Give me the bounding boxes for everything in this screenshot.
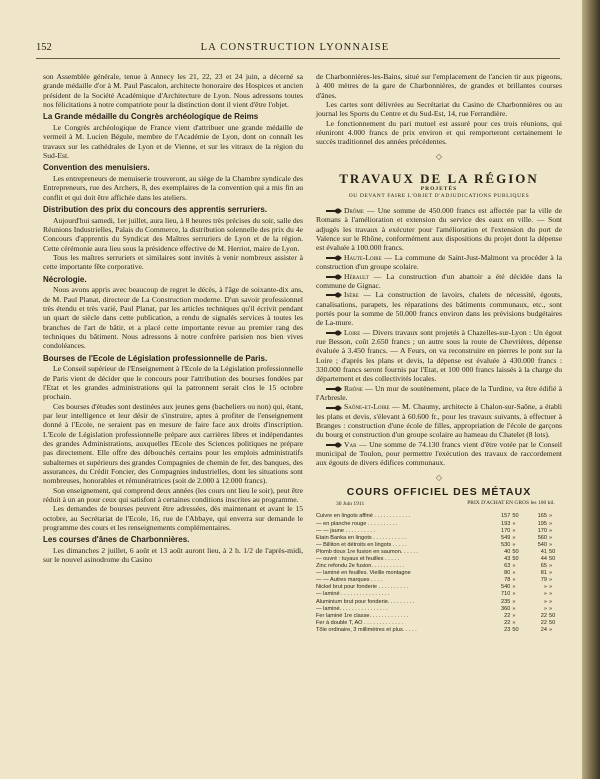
metal-name: Cuivre en lingots affiné . . . . . . . . . . . . [316, 513, 411, 520]
metal-name: — en planche rouge . . . . . . . . . . [316, 520, 398, 527]
metal-row [316, 599, 560, 606]
metal-name: — — jaune . . . . . . . . . . [316, 527, 376, 534]
department-name: Hérault [344, 271, 369, 281]
page-number: 152 [36, 42, 52, 53]
price-max: » [543, 584, 548, 591]
metal-name: Fer à double T, AO . . . . . . . . . . . . . [316, 619, 403, 626]
price-max: 41 [540, 548, 548, 555]
price-min-cents: » [512, 527, 516, 534]
travaux-subtitle: PROJETÉS [420, 186, 458, 193]
price-max-cents: » [549, 534, 553, 541]
section-heading: Convention des menuisiers. [43, 163, 150, 173]
metal-row [316, 528, 560, 535]
travaux-subtitle-2: OU DEVANT FAIRE L'OBJET D'ADJUDICATIONS PUBLIQUES [348, 193, 530, 200]
price-max: » [543, 605, 548, 612]
travaux-entry [316, 290, 562, 327]
section-heading: Bourses de l'Ecole de Législation professionnelle de Paris. [43, 353, 268, 363]
entry-text: — Une somme de 74.130 francs vient d'être votée par le Conseil municipal de Toulon, pour permettre l'exécution des travaux de raccordement aux égouts de divers édifices communaux. [316, 439, 563, 468]
metal-name: Tôle ordinaire, 3 millimètres et plus. . . . . [316, 626, 417, 633]
metal-name: — — Autres marques . . . . [316, 577, 382, 584]
metal-name: Aluminium brut pour fonderie. . . . . . . . . [316, 598, 415, 605]
paragraph: Les cartes sont délivrées au Secrétariat du Casino de Charbonnières ou au journal les Sports du Centre et du Sud-Est, 14, rue Ferrandière. [316, 100, 562, 119]
metals-table [316, 513, 560, 634]
entry-text: — Divers travaux sont projetés à Chazelles-sur-Lyon : Un égout rue Besson, coût 2.650 francs ; un autre sous la route de Chevrières, dépense évaluée à 3.450 francs. — A Feurs, on va reconstruire en pierres le pont sur la Loire ; d'après les plans et devis, la dépense est évaluée à 430.000 francs : 330.000 francs seront fournis par l'Etat, et 100 000 francs laissés à la charge du département et des collectivités locales. [316, 327, 562, 384]
pointing-hand-icon [326, 386, 342, 392]
price-min: 235 [500, 598, 511, 605]
metal-row [316, 584, 560, 591]
price-min-cents: » [512, 605, 516, 612]
paragraph: Les demandes de bourses peuvent être adressées, dès maintenant et avant le 15 octobre, au Secrétariat de l'Ecole, 16, rue de l'Abbaye, qui enverra sur demande le programme des cours et les renseignements complémentaires. [43, 504, 303, 533]
price-max: 195 [537, 520, 548, 527]
paragraph: Le Congrès archéologique de France vient d'attribuer une grande médaille de vermeil à M. Lucien Bégule, membre de l'Académie de Lyon, dont on connaît les travaux sur les cathédrales de Lyon et de Vienne, et sur les vitraux de la région du Sud-Est. [43, 122, 303, 160]
section-heading: Distribution des prix du concours des apprentis serruriers. [43, 204, 268, 214]
price-min: 80 [504, 570, 511, 577]
price-max: 65 [540, 563, 548, 570]
price-max-cents: » [549, 598, 553, 605]
metal-name: Nickel brut pour fonderie . . . . . . . . . . [316, 584, 409, 591]
price-min: 23 [504, 626, 511, 633]
entry-text: — La construction d'un abattoir a été décidée dans la commune de Gignac. [316, 271, 562, 290]
price-max: 540 [537, 541, 548, 548]
pointing-hand-icon [326, 255, 342, 261]
metal-name: Plomb doux 1re fusion en saumon. . . . . . [316, 548, 418, 555]
price-min-cents: 50 [512, 548, 519, 555]
section-heading: Les courses d'ânes de Charbonnières. [43, 535, 190, 545]
pointing-hand-icon [326, 405, 342, 411]
department-name: Isère [344, 290, 359, 300]
price-max: 24 [540, 626, 548, 633]
metal-row [316, 549, 560, 556]
price-min: 549 [500, 534, 511, 541]
price-max: 81 [540, 570, 548, 577]
entry-text: — La commune de Saint-Just-Malmont va procéder à la construction d'un groupe scolaire. [316, 252, 562, 272]
section-heading: La Grande médaille du Congrès archéologique de Reims [43, 112, 259, 122]
pointing-hand-icon [326, 442, 342, 448]
travaux-entry [316, 328, 562, 384]
metal-row [316, 577, 560, 584]
price-min: 22 [504, 619, 511, 626]
page-header [30, 42, 560, 56]
price-max: 170 [537, 527, 548, 534]
price-min: 40 [504, 548, 511, 555]
cours-header [316, 500, 562, 513]
travaux-entry [316, 253, 562, 272]
price-min: 193 [500, 520, 511, 527]
price-min-cents: » [512, 563, 516, 570]
metal-name: — laminé en feuilles. Vieille montagne [316, 570, 411, 577]
price-max: 165 [537, 513, 548, 520]
metal-name: Fer laminé 1re classe. . . . . . . . . . . . . [316, 612, 409, 619]
price-min-cents: » [512, 612, 516, 619]
travaux-entry [316, 384, 562, 403]
paragraph: Aujourd'hui samedi, 1er juillet, aura lieu, à 8 heures très précises du soir, salle des Réunions Industrielles, Palais du Commerce, la distribution solennelle des prix du 4e Concours d'apprentis du Syndicat des Maîtres serruriers de Lyon et de la région. Cette cérémonie aura lieu sous la présidence effective de M. Herriot, maire de Lyon. [43, 215, 303, 253]
right-column [316, 72, 562, 634]
price-min-cents: » [512, 570, 516, 577]
price-max-cents: » [549, 591, 553, 598]
pointing-hand-icon [326, 330, 342, 336]
pointing-hand-icon [326, 274, 342, 280]
cours-date: 30 Juin 1911 [336, 501, 365, 508]
price-max: 22 [540, 619, 548, 626]
price-max-cents: » [549, 520, 553, 527]
metal-row [316, 542, 560, 549]
page-edge [582, 0, 600, 779]
department-name: Haute-Loire [344, 252, 382, 262]
price-max-cents: » [549, 527, 553, 534]
section-divider-2: ◇ [435, 472, 443, 482]
metal-name: — Billiton et détroits en lingots . . . . . [316, 541, 407, 548]
entry-text: — Une somme de 450.000 francs est affectée par la ville de Romans à l'amélioration et extension du service des eaux en ville. — Sont adjugés les travaux à exécuter pour l'amélioration et l'extension du port de Valence sur le Rhône, conformément aux dispositions du projet dont la dépense est évaluée à 100.000 francs. [316, 206, 562, 253]
price-min-cents: 50 [512, 626, 519, 633]
paragraph: Les entrepreneurs de menuiserie trouveront, au siège de la Chambre syndicale des Entrepreneurs, rue des Archers, 8, des exemplaires de la convention qui a mis fin au conflit et qui doit être affichée dans les ateliers. [43, 173, 303, 202]
price-min: 360 [500, 605, 511, 612]
section-heading: Nécrologie. [43, 274, 87, 284]
travaux-entry [316, 402, 562, 439]
price-max: 79 [540, 577, 548, 584]
paragraph: Ces bourses d'études sont destinées aux jeunes gens (bacheliers ou non) qui, étant, par leur intelligence et leur désir de s'instruire, aptes à profiter de l'enseignement donné à l'Ecole, ne seraient pas en mesure de faire face aux droits d'inscription. L'Ecole de Législation professionnelle prépare aux carrières libres et indépendantes des grandes Administrations, auxquelles l'Ecole des Sciences politiques ne prépare pas directement. Elle offre des débouchés certains pour les emplois administratifs subalternes et supérieurs des grandes Compagnies de chemin de fer, des banques, des assurances, du Crédit Foncier, des Compagnies industrielles, dont les situations sont nombreuses, honorables et rémunératrices (soit de 2.000 à 12.000 francs). [43, 401, 303, 486]
metal-row [316, 521, 560, 528]
price-min-cents: 50 [512, 555, 519, 562]
section-divider: ◇ [435, 151, 443, 161]
price-max-cents: » [549, 584, 553, 591]
journal-title: LA CONSTRUCTION LYONNAISE [200, 42, 390, 53]
price-max-cents: 50 [549, 555, 556, 562]
paragraph: Tous les maîtres serruriers et similaires sont invités à venir nombreux assister à cette importante fête corporative. [43, 252, 303, 272]
metal-row [316, 535, 560, 542]
department-name: Saône-et-Loire [344, 402, 390, 412]
metal-row [316, 570, 560, 577]
paragraph: Nous avons appris avec beaucoup de regret le décès, à l'âge de soixante-dix ans, de M. Paul Planat, directeur de La Construction moderne. D'un savoir professionnel très étendu et très varié, Paul Planat, par les articles techniques qu'il écrivit pendant un quart de siècle dans cette publication, a rendu de signalés services à toutes les branches de l'art de bâtir, et a placé cette importante revue au premier rang des techniques du bâtiment. Nous adressons à notre confrère parisien nos bien vives condoléances. [43, 285, 303, 351]
travaux-entries [316, 206, 562, 468]
paragraph: son Assemblée générale, tenue à Annecy les 21, 22, 23 et 24 juin, a décerné sa grande médaille d'or à M. Paul Pascalon, architecte honoraire des Hospices et ancien président de la Société Académique d'Architecture de Lyon. Nous adressons toutes nos félicitations à notre compatriote pour la distinction dont il vient d'être l'objet. [43, 72, 303, 110]
price-max-cents: » [549, 563, 553, 570]
price-min-cents: » [512, 577, 516, 584]
price-min: 22 [504, 612, 511, 619]
paragraph: Les dimanches 2 juillet, 6 août et 13 août auront lieu, à 2 h. 1/2 de l'après-midi, sur le nouvel asinodrome du Casino [43, 546, 303, 565]
price-min: 63 [504, 563, 511, 570]
price-min: 530 [500, 541, 511, 548]
price-min-cents: » [512, 591, 516, 598]
metal-row [316, 606, 560, 613]
entry-text: — M. Chaumy, architecte à Chalon-sur-Saône, a établi les plans et devis, s'élevant à 60.600 fr., pour les travaux suivants, à effectuer à Branges : construction d'une école de filles, appropriation de l'école de garçons du bourg et construction d'un groupe scolaire au hameau du Chatelet (8 lots). [316, 402, 562, 440]
price-max-cents: » [549, 577, 553, 584]
metal-name: Zinc refondu 2e fusion. . . . . . . . . . . [316, 563, 404, 570]
price-min-cents: » [512, 534, 516, 541]
metal-row [316, 591, 560, 598]
metal-row [316, 620, 560, 627]
price-max: 560 [537, 534, 548, 541]
price-min: 540 [500, 584, 511, 591]
left-column [43, 72, 303, 565]
metal-row [316, 627, 560, 634]
cours-unit-label: PRIX D'ACHAT EN GROS les 100 kil. [467, 500, 555, 507]
header-rule [36, 58, 560, 59]
department-name: Drôme [344, 206, 364, 216]
price-max: 22 [540, 612, 548, 619]
metal-row [316, 613, 560, 620]
price-min-cents: » [512, 520, 516, 527]
price-min: 43 [504, 555, 511, 562]
price-min-cents: » [512, 584, 516, 591]
price-min: 710 [500, 591, 511, 598]
metal-row [316, 556, 560, 563]
price-min-cents: » [512, 619, 516, 626]
metal-row [316, 563, 560, 570]
price-max-cents: 50 [549, 619, 556, 626]
price-max-cents: » [549, 626, 553, 633]
price-max-cents: » [549, 605, 553, 612]
price-min-cents: 50 [512, 513, 519, 520]
courses-continuation [316, 72, 562, 147]
cours-title: COURS OFFICIEL DES MÉTAUX [346, 486, 532, 499]
price-max-cents: 50 [549, 612, 556, 619]
travaux-title: TRAVAUX DE LA RÉGION [339, 171, 539, 187]
department-name: Loire [344, 327, 361, 337]
pointing-hand-icon [326, 208, 342, 214]
price-max-cents: » [549, 541, 553, 548]
travaux-entry [316, 272, 562, 291]
price-min: 170 [500, 527, 511, 534]
travaux-entry [316, 206, 562, 253]
price-min-cents: » [512, 598, 516, 605]
department-name: Rhône [344, 383, 363, 393]
pointing-hand-icon [326, 292, 342, 298]
price-max: 44 [540, 555, 548, 562]
metal-name: — laminé. . . . . . . . . . . . . . . . [316, 605, 388, 612]
metal-name: — laminé . . . . . . . . . . . . . . . . [316, 591, 390, 598]
travaux-entry [316, 440, 562, 468]
price-min: 157 [500, 513, 511, 520]
entry-text: — Un mur de soutènement, place de la Turdine, va être édifié à l'Arbresle. [316, 383, 562, 402]
price-max-cents: » [549, 513, 553, 520]
paragraph: Le Conseil supérieur de l'Enseignement à l'Ecole de la Législation professionnelle de Paris vient de décider que le concours pour l'attribution des bourses fondées par l'Etat et les grandes administrations qui la patronnent serait clos le 15 octobre prochain. [43, 364, 303, 402]
price-max-cents: 50 [549, 548, 556, 555]
price-max: » [543, 598, 548, 605]
price-min-cents: » [512, 541, 516, 548]
entry-text: — La construction de lavoirs, chalets de nécessité, égouts, canalisations, parapets, les réparations des bâtiments communaux, etc., sont portés pour la somme de 50.000 francs environ dans les prévisions budgétaires de La-mure. [316, 290, 562, 328]
price-max: » [543, 591, 548, 598]
price-min: 78 [504, 577, 511, 584]
paragraph: Le fonctionnement du pari mutuel est assuré pour ces trois réunions, qui réuniront 4.000 francs de prix environ et qui remporteront certainement le succès traditionnel des années précédentes. [316, 118, 562, 147]
metal-name: Etain Banka en lingots . . . . . . . . . . . [316, 534, 406, 541]
paragraph: de Charbonnières-les-Bains, situé sur l'emplacement de l'ancien tir aux pigeons, à 400 mètres de la gare de Charbonnières, de grandes et brillantes courses d'ânes. [316, 72, 562, 100]
department-name: Var [344, 439, 357, 449]
metal-name: — ouvré : tuyaux et feuilles . . . . . [316, 555, 400, 562]
metal-row [316, 513, 560, 520]
paragraph: Son enseignement, qui comprend deux années (les cours ont lieu le soir), peut être réduit à un an pour ceux qui satisfont à certaines conditions inscrites au programme. [43, 485, 303, 505]
price-max-cents: » [549, 570, 553, 577]
